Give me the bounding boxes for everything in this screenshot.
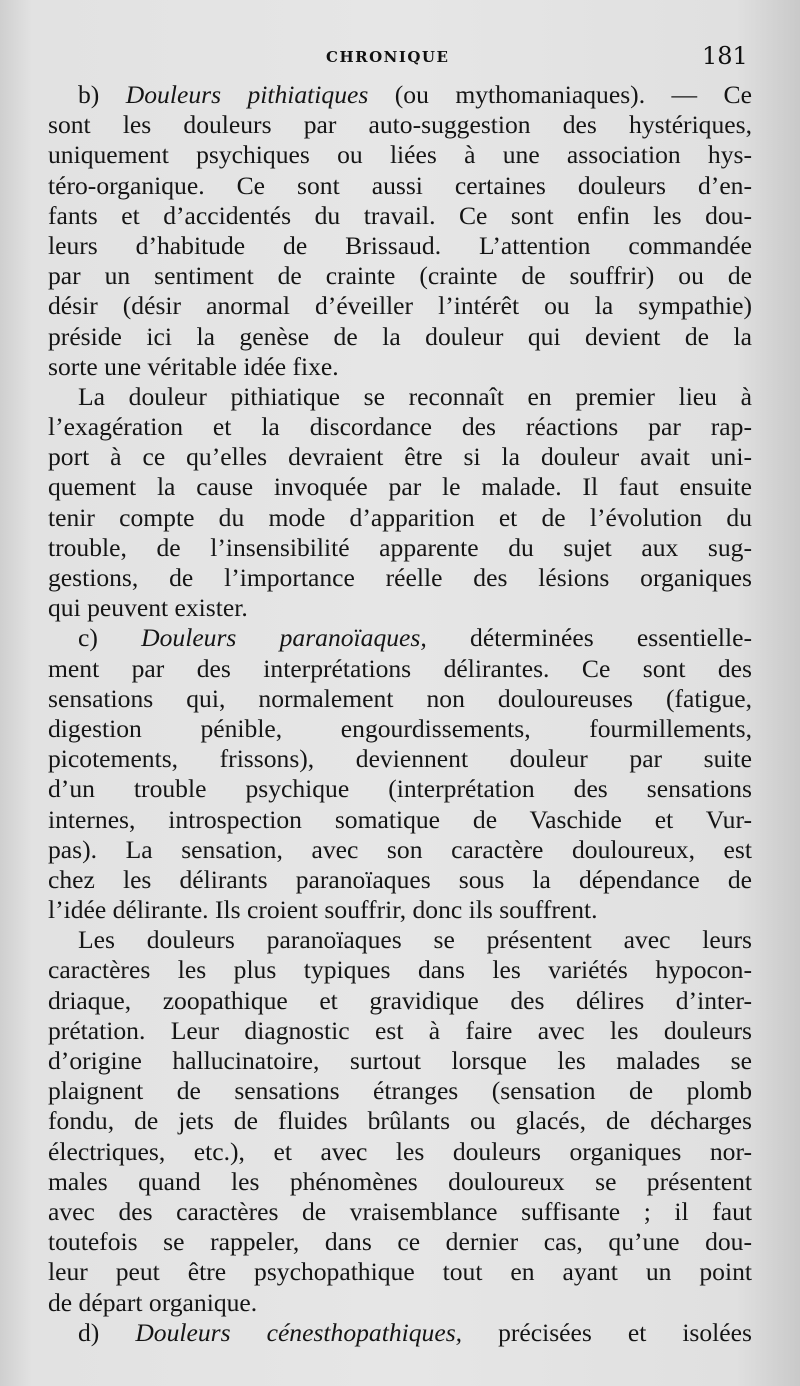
text-line: avec des caractères de vraisemblance suffisante ; il faut [48, 1196, 752, 1226]
paragraph-c-douleurs-paranoiaques [48, 623, 752, 925]
body-text [48, 80, 752, 1348]
section-title: Douleurs paranoïaques, [141, 623, 427, 653]
page-number: 181 [702, 42, 748, 70]
running-head-title: CHRONIQUE [326, 48, 450, 66]
text-line: toutefois se rappeler, dans ce dernier cas, qu’une dou- [48, 1227, 752, 1257]
text-line: leur peut être psychopathique tout en ayant un point [48, 1257, 752, 1287]
text-line [48, 1318, 752, 1348]
text-line: Les douleurs paranoïaques se présentent avec leurs [78, 925, 752, 955]
text-line: La douleur pithiatique se reconnaît en premier lieu à [78, 381, 752, 411]
text-line: l’idée délirante. Ils croient souffrir, donc ils souffrent. [48, 895, 598, 925]
text-fragment: précisées et isolées [498, 1317, 752, 1347]
text-line [48, 623, 752, 653]
text-line: qui peuvent exister. [48, 593, 248, 623]
text-line: leurs d’habitude de Brissaud. L’attention commandée [48, 230, 752, 260]
text-line: fondu, de jets de fluides brûlants ou glacés, de décharges [48, 1106, 752, 1136]
text-line: d’un trouble psychique (interprétation des sensations [48, 774, 752, 804]
paragraph-paranoiaques-diagnostic [48, 925, 752, 1317]
text-line: chez les délirants paranoïaques sous la dépendance de [48, 864, 752, 894]
text-line: trouble, de l’insensibilité apparente du sujet aux sug- [48, 532, 752, 562]
text-line: sensations qui, normalement non douloureuses (fatigue, [48, 683, 752, 713]
paragraph-b-douleurs-pithiatiques [48, 80, 752, 382]
text-line: digestion pénible, engourdissements, fourmillements, [48, 713, 752, 743]
text-line: électriques, etc.), et avec les douleurs organiques nor- [48, 1136, 752, 1166]
paragraph-d-douleurs-cenesthopathiques [48, 1318, 752, 1348]
text-line: d’origine hallucinatoire, surtout lorsque les malades se [48, 1046, 752, 1075]
section-label: b) [78, 80, 100, 109]
text-line: fants et d’accidentés du travail. Ce sont enfin les dou- [48, 200, 752, 230]
text-line: désir (désir anormal d’éveiller l’intérêt ou la sympathie) [48, 291, 752, 321]
text-line: pas). La sensation, avec son caractère douloureux, est [48, 834, 752, 864]
text-line: de départ organique. [48, 1287, 258, 1317]
text-line: gestions, de l’importance réelle des lésions organiques [48, 563, 752, 592]
text-line: driaque, zoopathique et gravidique des délires d’inter- [48, 985, 752, 1015]
text-line: quement la cause invoquée par le malade. Il faut ensuite [48, 472, 752, 502]
text-line: prétation. Leur diagnostic est à faire avec les douleurs [48, 1015, 752, 1045]
section-title: Douleurs cénesthopathiques, [135, 1317, 463, 1347]
text-line: caractères les plus typiques dans les variétés hypocon- [48, 955, 752, 985]
text-line: port à ce qu’elles devraient être si la douleur avait uni- [48, 442, 752, 472]
text-line: internes, introspection somatique de Vaschide et Vur- [48, 804, 752, 834]
section-label: d) [78, 1317, 100, 1347]
text-line: tenir compte du mode d’apparition et de l’évolution du [48, 502, 752, 532]
paragraph-pithiatique-diagnostic [48, 382, 752, 624]
text-line: par un sentiment de crainte (crainte de souffrir) ou de [48, 261, 752, 291]
text-line: picotements, frissons), deviennent douleur par suite [48, 744, 752, 774]
text-line [48, 80, 752, 110]
section-title: Douleurs pithiatiques [125, 80, 369, 109]
text-line: ment par des interprétations délirantes. Ce sont des [48, 653, 752, 683]
running-head [0, 44, 800, 74]
text-line: uniquement psychiques ou liées à une association hys- [48, 140, 752, 170]
text-line: males quand les phénomènes douloureux se présentent [48, 1166, 752, 1196]
text-line: préside ici la genèse de la douleur qui devient de la [48, 321, 752, 351]
section-label: c) [78, 623, 98, 653]
text-line: plaignent de sensations étranges (sensation de plomb [48, 1076, 752, 1106]
text-line: sorte une véritable idée fixe. [48, 351, 339, 381]
text-fragment: (ou mythomaniaques). — Ce [394, 80, 752, 109]
text-line: l’exagération et la discordance des réactions par rap- [48, 412, 752, 442]
text-line: sont les douleurs par auto-suggestion des hystériques, [48, 110, 752, 140]
text-line: téro-organique. Ce sont aussi certaines douleurs d’en- [48, 170, 752, 200]
text-fragment: déterminées essentielle- [470, 623, 753, 653]
